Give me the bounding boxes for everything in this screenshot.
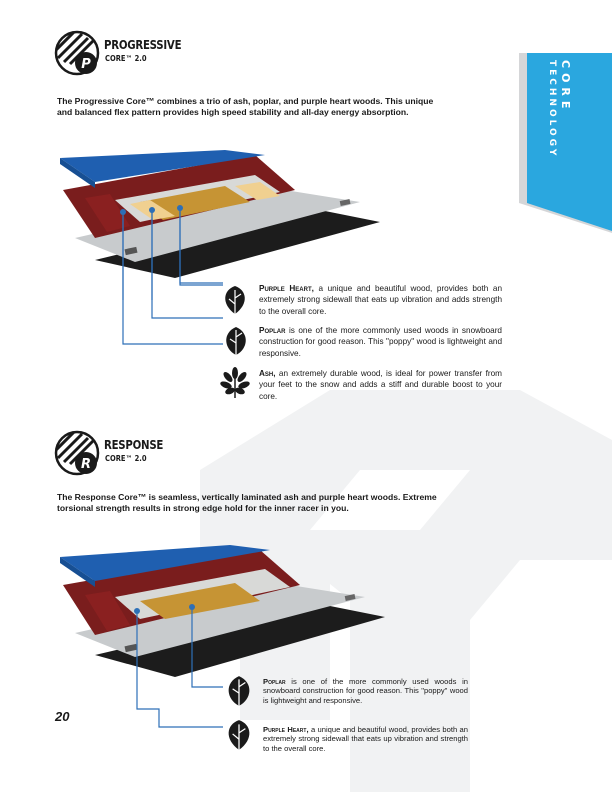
wood-name: Purple Heart, [259, 284, 314, 293]
response-logo [54, 430, 100, 476]
side-tab-line-1: CORE [559, 60, 572, 114]
progressive-logo [54, 30, 100, 76]
wood-name: Purple Heart, [263, 725, 309, 734]
wood-text: is one of the more commonly used woods in snowboard construction for good reason. This "poppy" wood is lightweight and responsive. [263, 677, 468, 705]
leaf-poplar-icon [222, 325, 250, 357]
progressive-wood-1 [259, 283, 502, 317]
wood-name: Ash, [259, 369, 276, 378]
response-logo-letter: R [80, 457, 92, 472]
side-tab-line-2: TECHNOLOGY [547, 60, 557, 159]
leaf-poplar-icon [224, 674, 254, 708]
progressive-wood-2 [259, 325, 502, 359]
response-subtitle: CORE™ 2.0 [105, 454, 147, 463]
progressive-wood-3 [259, 368, 502, 402]
response-wood-1 [263, 677, 468, 705]
wood-name: Poplar [263, 677, 286, 686]
page-number: 20 [55, 709, 70, 724]
wood-text: a unique and beautiful wood, provides both an extremely strong sidewall that eats up vibration and adds strength to the overall core. [259, 284, 503, 316]
progressive-title: PROGRESSIVE [104, 38, 182, 52]
progressive-subtitle: CORE™ 2.0 [105, 54, 147, 63]
response-callout-lines [55, 545, 235, 745]
progressive-callout-lines [55, 150, 235, 380]
response-intro: The Response Core™ is seamless, vertically laminated ash and purple heart woods. Extreme torsional strength results in strong edge hold for the inner racer in you. [57, 492, 437, 513]
leaf-ash-icon [219, 367, 251, 399]
leaf-heart-icon [221, 284, 249, 316]
progressive-intro: The Progressive Core™ combines a trio of ash, poplar, and purple heart woods. This unique and balanced flex pattern provides high speed stability and all-day energy absorption. [57, 96, 434, 117]
wood-name: Poplar [259, 326, 286, 335]
side-tab-text [547, 60, 607, 225]
progressive-logo-letter: P [81, 57, 91, 72]
leaf-heart-icon [224, 718, 254, 752]
wood-text: a unique and beautiful wood, provides both an extremely strong sidewall that eats up vibration and strength to the overall core. [263, 725, 468, 753]
wood-text: an extremely durable wood, is ideal for power transfer from your feet to the snow and adds a stiff and durable boost to your core. [259, 369, 502, 401]
response-wood-2 [263, 725, 468, 753]
response-title: RESPONSE [104, 438, 164, 452]
wood-text: is one of the more commonly used woods in snowboard construction for good reason. This "poppy" wood is lightweight and responsive. [259, 326, 502, 358]
